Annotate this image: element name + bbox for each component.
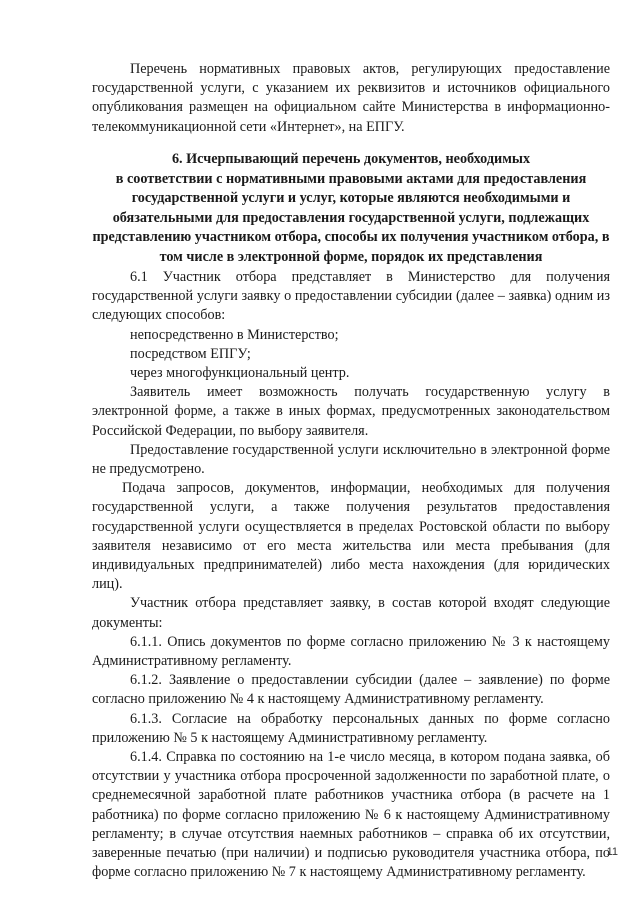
paragraph-requests: Подача запросов, документов, информации, необходимых для получения государственной услуги, а также получения результатов предоставления государственной услуги осуществляется в пределах Ростовской области по выбору заявителя независимо от его места жительства или места пребывания (для индивидуальных предпринимателей) либо места нахождения (для юридических лиц). <box>92 480 610 593</box>
section-heading-body: в соответствии с нормативными правовыми актами для предоставления государственной услуги и услуг, которые являются необходимыми и обязательными для предоставления государственной услуги, подлежащих представлению участником отбора, способы их получения участником отбора, в том числе в электронной форме, порядок их представления <box>92 170 610 265</box>
paragraph-6-1-4: 6.1.4. Справка по состоянию на 1-е число месяца, в котором подана заявка, об отсутствии у участника отбора просроченной задолженности по заработной плате, о среднемесячной заработной плате работников участника отбора (в расчете на 1 работника) по форме согласно приложению № 6 к настоящему Административному регламенту; в случае отсутствия наемных работников – справка об их отсутствии, заверенные печатью (при наличии) и подписью руководителя участника отбора, по форме согласно приложению № 7 к настоящему Административному регламенту. <box>92 749 610 881</box>
paragraph-6-1-1: 6.1.1. Опись документов по форме согласно приложению № 3 к настоящему Административному регламенту. <box>92 633 610 669</box>
paragraph-6-1-3: 6.1.3. Согласие на обработку персональных данных по форме согласно приложению № 5 к настоящему Административному регламенту. <box>92 710 610 746</box>
paragraph-applicant: Заявитель имеет возможность получать государственную услугу в электронной форме, а также в иных формах, предусмотренных законодательством Российской Федерации, по выбору заявителя. <box>92 384 610 439</box>
paragraph-docs-intro: Участник отбора представляет заявку, в состав которой входят следующие документы: <box>92 595 610 631</box>
list-item: посредством ЕПГУ; <box>130 345 251 362</box>
paragraph-electronic-only: Предоставление государственной услуги исключительно в электронной форме не предусмотрено. <box>92 441 610 477</box>
paragraph-6-1-2: 6.1.2. Заявление о предоставлении субсидии (далее – заявление) по форме согласно приложению № 4 к настоящему Административному регламенту. <box>92 672 610 708</box>
list-item: непосредственно в Министерство; <box>130 326 339 343</box>
intro-paragraph: Перечень нормативных правовых актов, регулирующих предоставление государственной услуги, с указанием их реквизитов и источников официального опубликования размещен на официальном сайте Министерства в информационно-телекоммуникационной сети «Интернет», на ЕПГУ. <box>92 61 610 135</box>
paragraph-6-1: 6.1 Участник отбора представляет в Министерство для получения государственной услуги заявку о предоставлении субсидии (далее – заявка) одним из следующих способов: <box>92 269 610 324</box>
section-heading-title: 6. Исчерпывающий перечень документов, необходимых <box>171 151 531 167</box>
list-item: через многофункциональный центр. <box>130 365 350 381</box>
page-number: 11 <box>606 846 618 858</box>
